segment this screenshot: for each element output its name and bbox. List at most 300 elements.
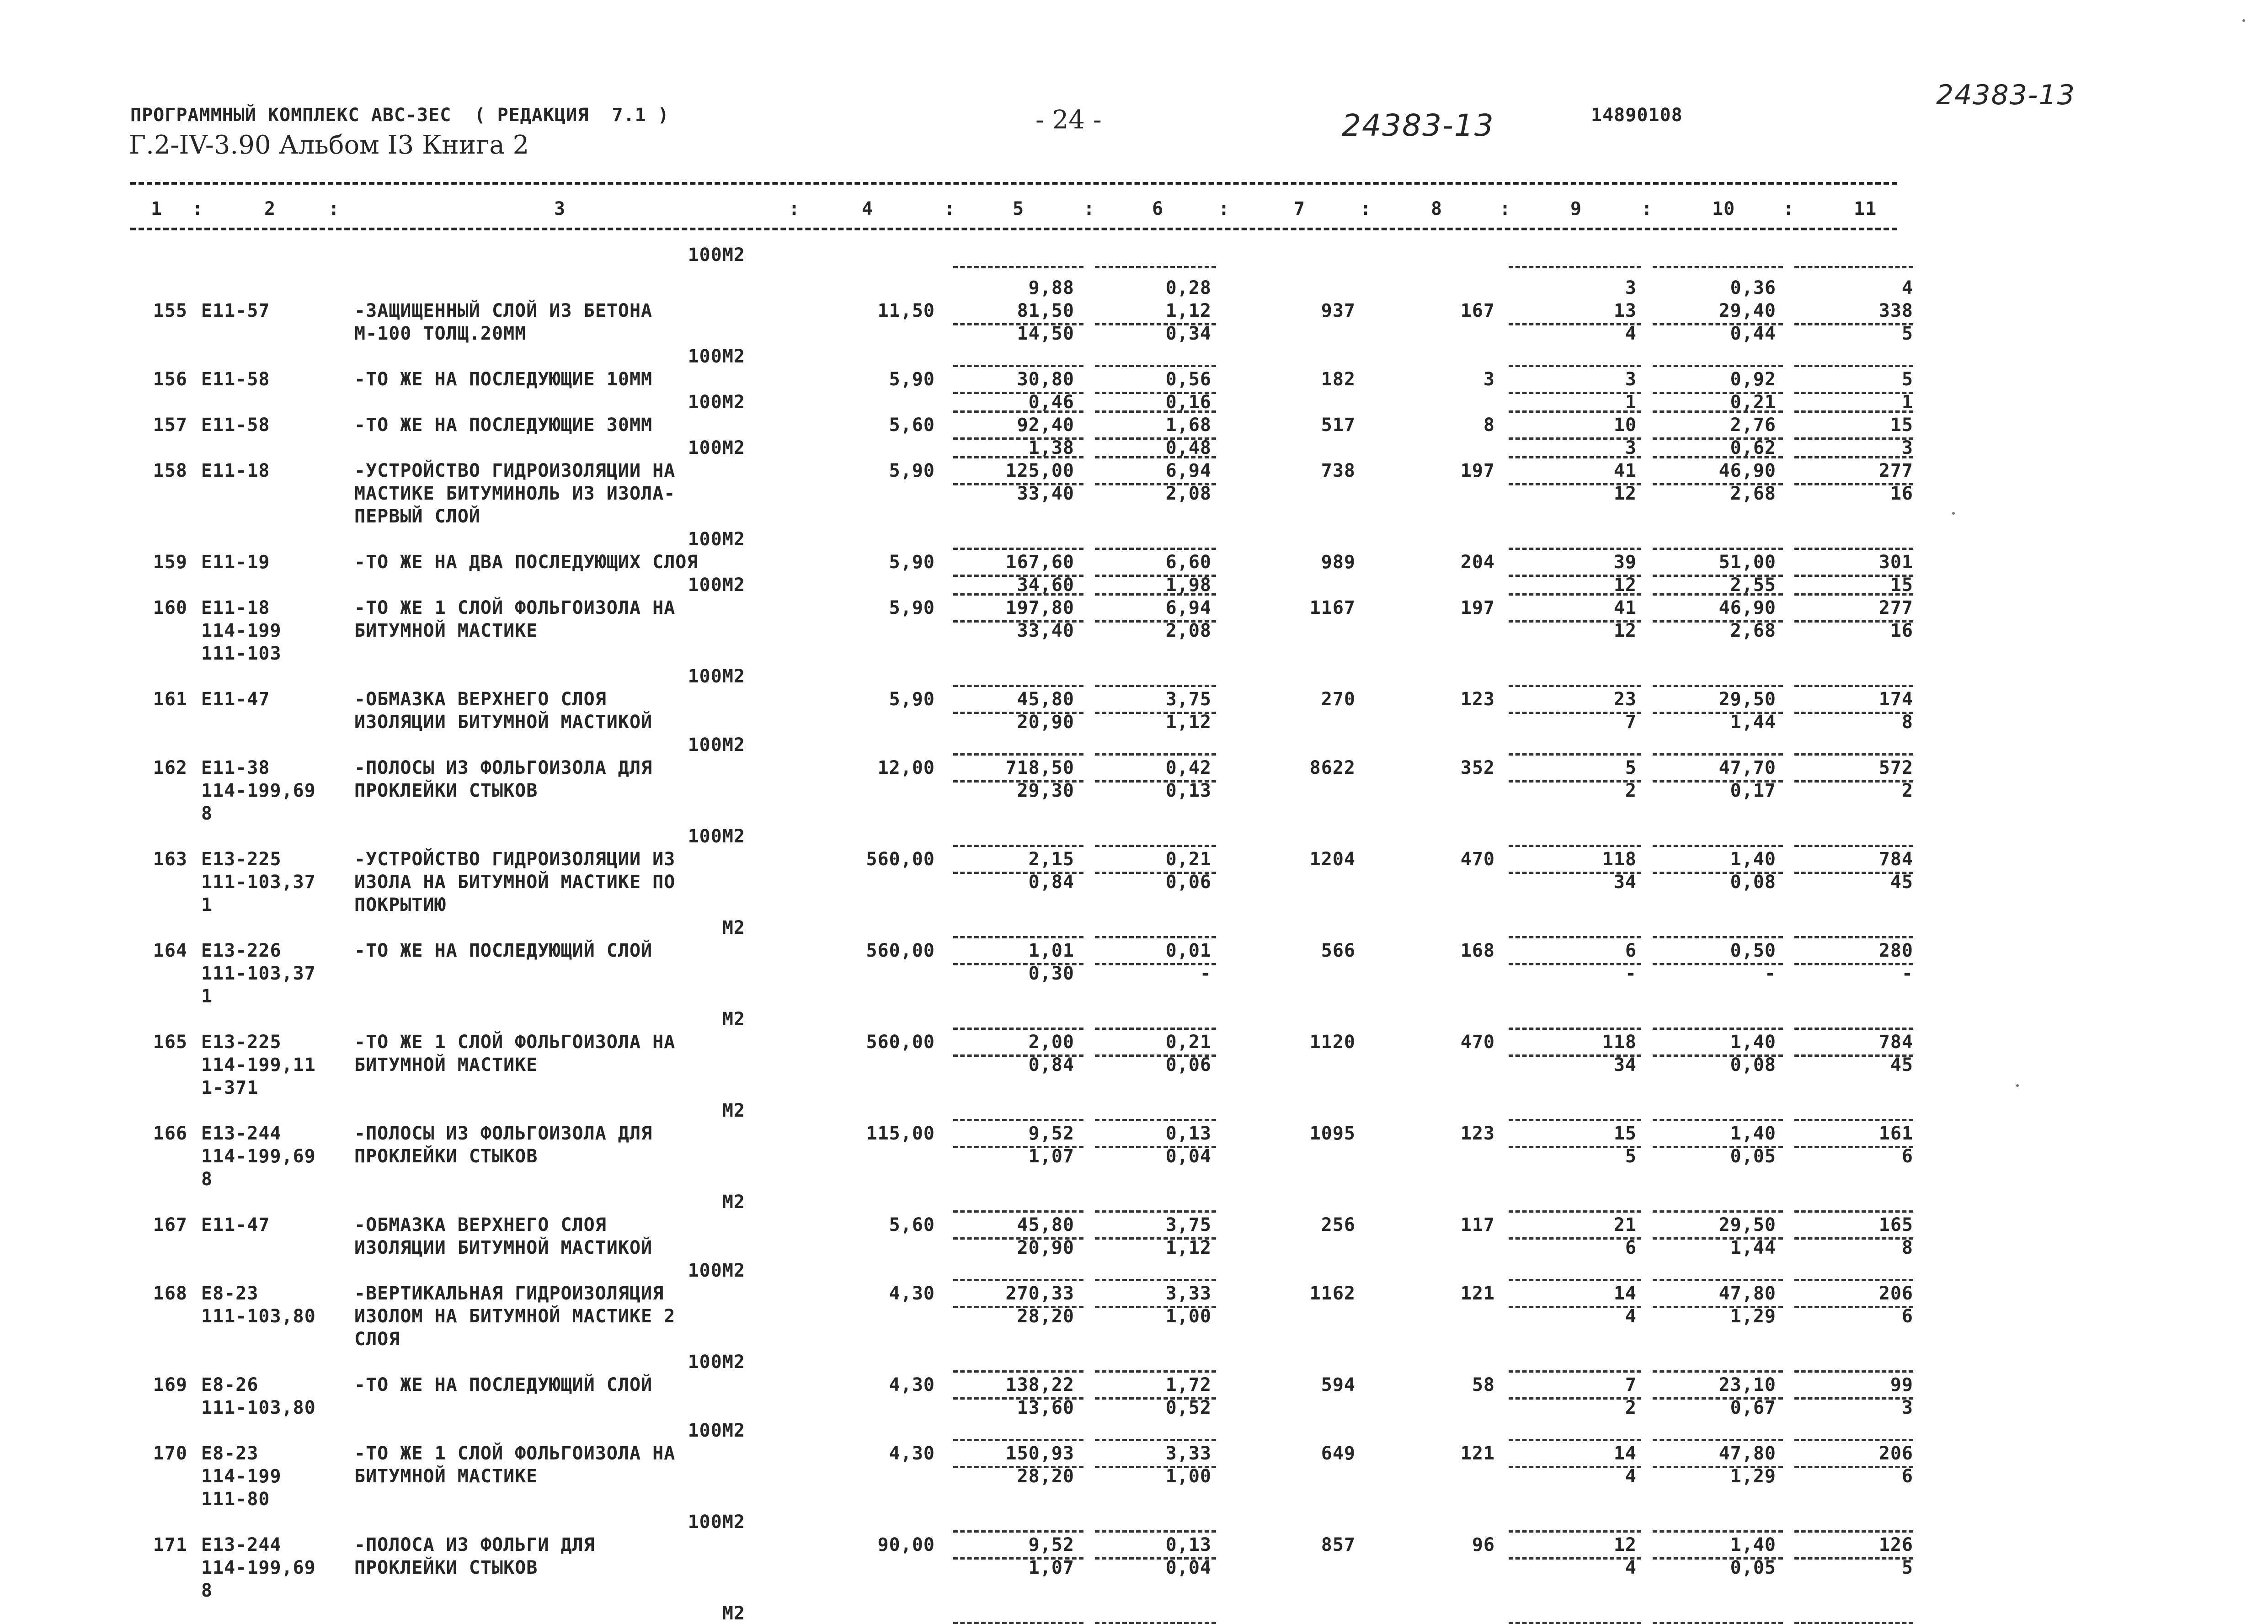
- column-separator: :: [1218, 198, 1230, 219]
- col10-value: 2,68: [1730, 483, 1776, 504]
- quantity-value: 4,30: [889, 1283, 935, 1304]
- dashed-underline: [1794, 1146, 1913, 1148]
- norm-code: Е11-18: [201, 460, 270, 481]
- work-description: -ТО ЖЕ НА ПОСЛЕДУЮЩИЙ СЛОЙ: [354, 1374, 653, 1395]
- dashed-underline: [1794, 780, 1913, 783]
- col6-value: 0,13: [1165, 780, 1211, 801]
- col10-value: 0,92: [1730, 369, 1776, 390]
- col10-value: -: [1764, 963, 1776, 984]
- dashed-underline: [1509, 712, 1641, 714]
- col6-value: 0,16: [1165, 392, 1211, 413]
- col9-value: 4: [1625, 1557, 1637, 1578]
- col9-value: 3: [1625, 369, 1637, 390]
- col6-value: 0,06: [1165, 1054, 1211, 1076]
- column-header-8: 8: [1431, 198, 1443, 219]
- col10-value: 1,29: [1730, 1466, 1776, 1487]
- col11-value: 8: [1901, 1237, 1913, 1258]
- col7-value: 566: [1321, 940, 1355, 961]
- dashed-underline: [1653, 410, 1783, 413]
- col6-value: 0,01: [1165, 940, 1211, 961]
- col6-value: 1,00: [1165, 1306, 1211, 1327]
- col11-value: 126: [1878, 1534, 1913, 1555]
- col7-value: 857: [1321, 1534, 1355, 1555]
- norm-code: Е11-47: [201, 1214, 270, 1235]
- dashed-underline: [1509, 392, 1641, 394]
- col5-value: 138,22: [1005, 1374, 1074, 1395]
- col9-value: 14: [1613, 1283, 1637, 1304]
- col6-value: 2,08: [1165, 483, 1211, 504]
- norm-code: 1-371: [201, 1077, 259, 1098]
- col10-value: 47,80: [1718, 1283, 1776, 1304]
- column-separator: :: [1500, 198, 1511, 219]
- quantity-value: 90,00: [877, 1534, 935, 1555]
- col9-value: 12: [1613, 620, 1637, 641]
- col8-value: 470: [1460, 1032, 1495, 1053]
- dashed-underline: [1509, 780, 1641, 783]
- col7-value: 989: [1321, 552, 1355, 573]
- dashed-underline: [1095, 1210, 1216, 1213]
- dashed-underline: [1509, 1557, 1641, 1560]
- col8-value: 197: [1460, 597, 1495, 618]
- handwritten-doc-number: 24383-13: [1342, 108, 1494, 143]
- col10-value: 46,90: [1718, 597, 1776, 618]
- dashed-underline: [1095, 1370, 1216, 1373]
- unit-label: 100М2: [688, 575, 745, 596]
- col6-value: 0,34: [1165, 323, 1211, 344]
- work-description: -ТО ЖЕ 1 СЛОЙ ФОЛЬГОИЗОЛА НА: [354, 1443, 676, 1464]
- work-description: -ПОЛОСЫ ИЗ ФОЛЬГОИЗОЛА ДЛЯ: [354, 1123, 653, 1144]
- col5-value: 1,01: [1028, 940, 1074, 961]
- col10-value: 0,50: [1730, 940, 1776, 961]
- col5-value: 197,80: [1005, 597, 1074, 618]
- col5-value: 20,90: [1017, 1237, 1074, 1258]
- dashed-underline: [1509, 266, 1641, 268]
- header-bottom-rule: [130, 228, 1897, 230]
- norm-code: Е11-38: [201, 757, 270, 778]
- dashed-underline: [1095, 1530, 1216, 1533]
- col7-value: 182: [1321, 369, 1355, 390]
- table-top-rule: [130, 182, 1897, 185]
- col6-value: 0,13: [1165, 1123, 1211, 1144]
- col6-value: 3,75: [1165, 1214, 1211, 1235]
- col10-value: 29,40: [1718, 300, 1776, 321]
- dashed-underline: [1095, 845, 1216, 847]
- col6-value: 0,48: [1165, 437, 1211, 458]
- unit-label: 100М2: [688, 826, 745, 847]
- dashed-underline: [1095, 963, 1216, 965]
- col6-value: 0,52: [1165, 1397, 1211, 1418]
- col9-value: 6: [1625, 940, 1637, 961]
- work-description: МАСТИКЕ БИТУМИНОЛЬ ИЗ ИЗОЛА-: [354, 483, 676, 504]
- col10-value: 29,50: [1718, 1214, 1776, 1235]
- column-separator: :: [1783, 198, 1795, 219]
- unit-label: 100М2: [688, 245, 745, 266]
- col6-value: 1,12: [1165, 1237, 1211, 1258]
- norm-code: 111-103,80: [201, 1306, 316, 1327]
- col9-value: 7: [1625, 712, 1637, 733]
- quantity-value: 11,50: [877, 300, 935, 321]
- dashed-underline: [1095, 548, 1216, 550]
- row-number: 171: [153, 1534, 187, 1555]
- col7-value: 1204: [1309, 849, 1355, 870]
- dashed-underline: [1653, 1119, 1783, 1121]
- row-number: 168: [153, 1283, 187, 1304]
- col8-value: 96: [1472, 1534, 1495, 1555]
- col11-value: 784: [1878, 1032, 1913, 1053]
- norm-code: 8: [201, 803, 213, 824]
- dashed-underline: [1653, 963, 1783, 965]
- dashed-underline: [1794, 1557, 1913, 1560]
- dashed-underline: [1095, 365, 1216, 367]
- col11-value: 16: [1890, 483, 1913, 504]
- dashed-underline: [1509, 845, 1641, 847]
- row-number: 167: [153, 1214, 187, 1235]
- dashed-underline: [1653, 685, 1783, 687]
- col11-value: 16: [1890, 620, 1913, 641]
- norm-code: Е13-244: [201, 1534, 282, 1555]
- norm-code: 8: [201, 1169, 213, 1190]
- quantity-value: 5,90: [889, 460, 935, 481]
- col5-value: 45,80: [1017, 1214, 1074, 1235]
- col10-value: 47,70: [1718, 757, 1776, 778]
- dashed-underline: [953, 1622, 1083, 1624]
- col11-value: 6: [1901, 1306, 1913, 1327]
- col8-value: 3: [1483, 369, 1495, 390]
- col9-value: 4: [1625, 1466, 1637, 1487]
- norm-code: Е13-225: [201, 849, 282, 870]
- dashed-underline: [1794, 1466, 1913, 1468]
- quantity-value: 5,60: [889, 415, 935, 436]
- norm-code: Е11-47: [201, 689, 270, 710]
- col6-value: 0,04: [1165, 1557, 1211, 1578]
- unit-label: М2: [722, 917, 745, 938]
- col10-value: 1,40: [1730, 1123, 1776, 1144]
- col5-value: 9,52: [1028, 1534, 1074, 1555]
- norm-code: 114-199,11: [201, 1054, 316, 1076]
- quantity-value: 560,00: [866, 1032, 935, 1053]
- work-description: М-100 ТОЛЩ.20ММ: [354, 323, 527, 344]
- work-description: ИЗОЛЯЦИИ БИТУМНОЙ МАСТИКОЙ: [354, 1237, 653, 1258]
- dashed-underline: [1794, 1279, 1913, 1281]
- col11-value: 165: [1878, 1214, 1913, 1235]
- dashed-underline: [1509, 323, 1641, 325]
- norm-code: Е13-244: [201, 1123, 282, 1144]
- work-description: ИЗОЛОМ НА БИТУМНОЙ МАСТИКЕ 2: [354, 1306, 676, 1327]
- dashed-underline: [953, 266, 1083, 268]
- col10-value: 0,62: [1730, 437, 1776, 458]
- norm-code: Е11-58: [201, 415, 270, 436]
- dashed-underline: [1794, 266, 1913, 268]
- dashed-underline: [1653, 1370, 1783, 1373]
- col11-value: 206: [1878, 1443, 1913, 1464]
- unit-label: М2: [722, 1009, 745, 1030]
- col5-value: 28,20: [1017, 1306, 1074, 1327]
- dashed-underline: [1509, 1622, 1641, 1624]
- col10-value: 0,67: [1730, 1397, 1776, 1418]
- norm-code: 114-199,69: [201, 780, 316, 801]
- dashed-underline: [1509, 1146, 1641, 1148]
- col7-value: 1162: [1309, 1283, 1355, 1304]
- col8-value: 168: [1460, 940, 1495, 961]
- col6-value: 1,68: [1165, 415, 1211, 436]
- col8-value: 123: [1460, 1123, 1495, 1144]
- work-description: -ТО ЖЕ НА ПОСЛЕДУЮЩИЕ 10ММ: [354, 369, 653, 390]
- dashed-underline: [1095, 1279, 1216, 1281]
- dashed-underline: [1794, 936, 1913, 938]
- dashed-underline: [1794, 437, 1913, 440]
- work-description: БИТУМНОЙ МАСТИКЕ: [354, 620, 538, 641]
- dashed-underline: [953, 365, 1083, 367]
- col11-value: 784: [1878, 849, 1913, 870]
- row-number: 158: [153, 460, 187, 481]
- col6-value: 0,13: [1165, 1534, 1211, 1555]
- col5-value: 14,50: [1017, 323, 1074, 344]
- dashed-underline: [953, 1119, 1083, 1121]
- col5-value: 33,40: [1017, 483, 1074, 504]
- row-number: 155: [153, 300, 187, 321]
- dashed-underline: [953, 685, 1083, 687]
- row-number: 159: [153, 552, 187, 573]
- dashed-underline: [953, 1028, 1083, 1030]
- col7-value: 1120: [1309, 1032, 1355, 1053]
- dashed-underline: [1794, 1306, 1913, 1308]
- col6-value: 0,04: [1165, 1146, 1211, 1167]
- album-title: Г.2-IV-3.90 Альбом I3 Книга 2: [129, 130, 529, 160]
- dashed-underline: [1095, 410, 1216, 413]
- row-number: 163: [153, 849, 187, 870]
- work-description: -ТО ЖЕ 1 СЛОЙ ФОЛЬГОИЗОЛА НА: [354, 597, 676, 618]
- dashed-underline: [1794, 1439, 1913, 1441]
- row-number: 160: [153, 597, 187, 618]
- col10-value: 0,05: [1730, 1557, 1776, 1578]
- norm-code: Е8-23: [201, 1283, 259, 1304]
- norm-code: 114-199: [201, 1466, 282, 1487]
- col5-value: 150,93: [1005, 1443, 1074, 1464]
- col10-value: 1,40: [1730, 849, 1776, 870]
- work-description: БИТУМНОЙ МАСТИКЕ: [354, 1054, 538, 1076]
- document-code: 14890108: [1591, 105, 1683, 126]
- work-description: -ТО ЖЕ НА ПОСЛЕДУЮЩИЕ 30ММ: [354, 415, 653, 436]
- dashed-underline: [1509, 1028, 1641, 1030]
- col8-value: 8: [1483, 415, 1495, 436]
- col6-value: 0,28: [1165, 277, 1211, 298]
- col10-value: 1,40: [1730, 1032, 1776, 1053]
- col9-value: 41: [1613, 597, 1637, 618]
- col6-value: 0,06: [1165, 872, 1211, 893]
- dashed-underline: [953, 1370, 1083, 1373]
- dashed-underline: [1794, 963, 1913, 965]
- col10-value: 1,29: [1730, 1306, 1776, 1327]
- dashed-underline: [1794, 685, 1913, 687]
- column-separator: :: [192, 198, 204, 219]
- col5-value: 28,20: [1017, 1466, 1074, 1487]
- col11-value: 1: [1901, 392, 1913, 413]
- dashed-underline: [1095, 1439, 1216, 1441]
- column-separator: :: [1083, 198, 1095, 219]
- work-description: -ОБМАЗКА ВЕРХНЕГО СЛОЯ: [354, 689, 607, 710]
- row-number: 165: [153, 1032, 187, 1053]
- row-number: 169: [153, 1374, 187, 1395]
- dashed-underline: [1095, 456, 1216, 458]
- handwritten-corner-number: 24383-13: [1936, 79, 2076, 111]
- col8-value: 352: [1460, 757, 1495, 778]
- column-header-11: 11: [1854, 198, 1877, 219]
- unit-label: 100М2: [688, 437, 745, 458]
- col11-value: 3: [1901, 1397, 1913, 1418]
- work-description: ПРОКЛЕЙКИ СТЫКОВ: [354, 780, 538, 801]
- col8-value: 58: [1472, 1374, 1495, 1395]
- col10-value: 47,80: [1718, 1443, 1776, 1464]
- col11-value: 161: [1878, 1123, 1913, 1144]
- col9-value: 5: [1625, 757, 1637, 778]
- col9-value: 10: [1613, 415, 1637, 436]
- dashed-underline: [1653, 1530, 1783, 1533]
- scan-speck: [2016, 1084, 2019, 1087]
- col6-value: 6,94: [1165, 460, 1211, 481]
- col9-value: 12: [1613, 483, 1637, 504]
- col9-value: 2: [1625, 780, 1637, 801]
- dashed-underline: [1509, 1119, 1641, 1121]
- unit-label: 100М2: [688, 1420, 745, 1441]
- col10-value: 2,55: [1730, 575, 1776, 596]
- col5-value: 45,80: [1017, 689, 1074, 710]
- col5-value: 81,50: [1017, 300, 1074, 321]
- row-number: 156: [153, 369, 187, 390]
- col5-value: 270,33: [1005, 1283, 1074, 1304]
- dashed-underline: [1653, 1622, 1783, 1624]
- quantity-value: 5,90: [889, 552, 935, 573]
- dashed-underline: [1509, 1306, 1641, 1308]
- col5-value: 718,50: [1005, 757, 1074, 778]
- col10-value: 1,44: [1730, 1237, 1776, 1258]
- work-description: БИТУМНОЙ МАСТИКЕ: [354, 1466, 538, 1487]
- dashed-underline: [1095, 1119, 1216, 1121]
- dashed-underline: [953, 456, 1083, 458]
- dashed-underline: [1794, 1622, 1913, 1624]
- dashed-underline: [1509, 685, 1641, 687]
- unit-label: 100М2: [688, 1512, 745, 1533]
- column-separator: :: [789, 198, 800, 219]
- col7-value: 1095: [1309, 1123, 1355, 1144]
- col5-value: 29,30: [1017, 780, 1074, 801]
- col10-value: 0,05: [1730, 1146, 1776, 1167]
- dashed-underline: [1509, 548, 1641, 550]
- dashed-underline: [953, 753, 1083, 756]
- col7-value: 738: [1321, 460, 1355, 481]
- col11-value: 3: [1901, 437, 1913, 458]
- col11-value: 277: [1878, 460, 1913, 481]
- col10-value: 0,36: [1730, 277, 1776, 298]
- dashed-underline: [1509, 593, 1641, 596]
- dashed-underline: [1509, 1439, 1641, 1441]
- col10-value: 0,44: [1730, 323, 1776, 344]
- dashed-underline: [1509, 410, 1641, 413]
- dashed-underline: [1794, 456, 1913, 458]
- column-separator: :: [944, 198, 956, 219]
- quantity-value: 560,00: [866, 940, 935, 961]
- col11-value: 5: [1901, 369, 1913, 390]
- col10-value: 2,76: [1730, 415, 1776, 436]
- col11-value: 2: [1901, 780, 1913, 801]
- col5-value: 2,15: [1028, 849, 1074, 870]
- row-number: 157: [153, 415, 187, 436]
- column-header-7: 7: [1294, 198, 1306, 219]
- col6-value: 6,60: [1165, 552, 1211, 573]
- col7-value: 8622: [1309, 757, 1355, 778]
- page-number: - 24 -: [1035, 105, 1102, 135]
- quantity-value: 5,90: [889, 369, 935, 390]
- col7-value: 517: [1321, 415, 1355, 436]
- col11-value: 280: [1878, 940, 1913, 961]
- col10-value: 2,68: [1730, 620, 1776, 641]
- dashed-underline: [1653, 593, 1783, 596]
- norm-code: Е8-23: [201, 1443, 259, 1464]
- work-description: ПЕРВЫЙ СЛОЙ: [354, 506, 480, 527]
- col11-value: 6: [1901, 1146, 1913, 1167]
- col6-value: -: [1200, 963, 1211, 984]
- norm-code: Е11-19: [201, 552, 270, 573]
- col8-value: 470: [1460, 849, 1495, 870]
- dashed-underline: [1794, 323, 1913, 325]
- quantity-value: 5,90: [889, 597, 935, 618]
- unit-label: М2: [722, 1100, 745, 1121]
- col10-value: 0,08: [1730, 1054, 1776, 1076]
- dashed-underline: [1653, 266, 1783, 268]
- dashed-underline: [1095, 266, 1216, 268]
- col9-value: 118: [1602, 849, 1637, 870]
- col6-value: 1,12: [1165, 300, 1211, 321]
- col9-value: 4: [1625, 323, 1637, 344]
- column-header-5: 5: [1013, 198, 1025, 219]
- unit-label: 100М2: [688, 1352, 745, 1373]
- col11-value: 15: [1890, 575, 1913, 596]
- col9-value: 1: [1625, 392, 1637, 413]
- work-description: -ОБМАЗКА ВЕРХНЕГО СЛОЯ: [354, 1214, 607, 1235]
- dashed-underline: [1794, 1237, 1913, 1240]
- col5-value: 20,90: [1017, 712, 1074, 733]
- col5-value: 0,30: [1028, 963, 1074, 984]
- col8-value: 204: [1460, 552, 1495, 573]
- dashed-underline: [1653, 1210, 1783, 1213]
- norm-code: 8: [201, 1580, 213, 1601]
- col6-value: 1,98: [1165, 575, 1211, 596]
- norm-code: Е11-57: [201, 300, 270, 321]
- col5-value: 0,46: [1028, 392, 1074, 413]
- col11-value: 6: [1901, 1466, 1913, 1487]
- dashed-underline: [953, 593, 1083, 596]
- norm-code: 1: [201, 986, 213, 1007]
- work-description: -ТО ЖЕ НА ПОСЛЕДУЮЩИЙ СЛОЙ: [354, 940, 653, 961]
- dashed-underline: [953, 1530, 1083, 1533]
- dashed-underline: [1509, 1397, 1641, 1400]
- work-description: ПРОКЛЕЙКИ СТЫКОВ: [354, 1557, 538, 1578]
- col6-value: 3,33: [1165, 1443, 1211, 1464]
- col9-value: 21: [1613, 1214, 1637, 1235]
- unit-label: 100М2: [688, 346, 745, 367]
- col9-value: 118: [1602, 1032, 1637, 1053]
- norm-code: 114-199,69: [201, 1146, 316, 1167]
- norm-code: Е13-226: [201, 940, 282, 961]
- col11-value: 277: [1878, 597, 1913, 618]
- dashed-underline: [953, 1439, 1083, 1441]
- unit-label: М2: [722, 1603, 745, 1624]
- col5-value: 30,80: [1017, 369, 1074, 390]
- dashed-underline: [1509, 753, 1641, 756]
- col9-value: 12: [1613, 1534, 1637, 1555]
- col9-value: 12: [1613, 575, 1637, 596]
- col7-value: 270: [1321, 689, 1355, 710]
- dashed-underline: [1794, 845, 1913, 847]
